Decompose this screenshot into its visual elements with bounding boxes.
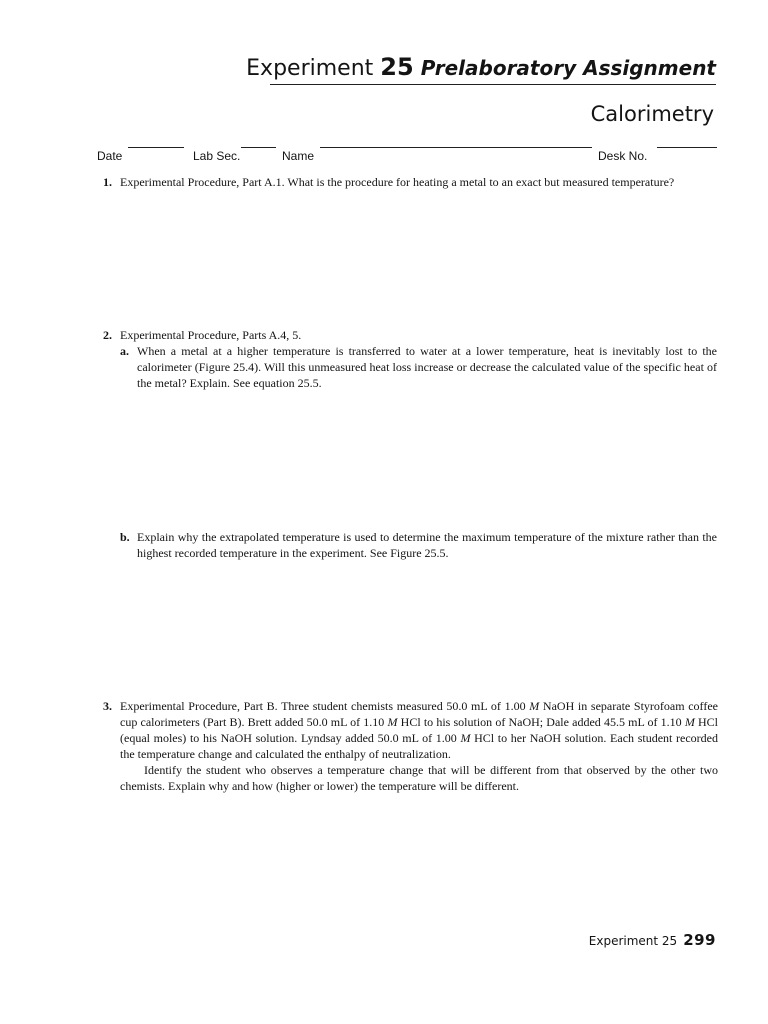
molarity-unit: M [529,699,540,713]
question-text: Experimental Procedure, Part A.1. What is the procedure for heating a metal to an exact but measured temperature? [120,175,675,189]
molarity-unit: M [460,731,471,745]
question-text-segment: HCl to his solution of NaOH; Dale added 45.5 mL of 1.10 [397,715,685,729]
desk-no-label: Desk No. [598,149,648,163]
question-text-segment: NaOH in separate Styrofoam coffee cup calorimeters (Part B). Brett added 50.0 mL of 1.10 [120,699,718,729]
experiment-word: Experiment [246,56,374,81]
question-3 [103,698,718,794]
lab-sec-label: Lab Sec. [193,149,241,163]
page-number: 299 [683,931,716,949]
question-2a [120,343,717,391]
date-blank[interactable] [128,147,184,148]
molarity-unit: M [684,715,695,729]
question-text-segment: Experimental Procedure, Part B. Three student chemists measured 50.0 mL of 1.00 [120,699,530,713]
date-label: Date [97,149,123,163]
experiment-number: 25 [380,53,414,81]
name-label: Name [282,149,315,163]
part-letter: b. [120,530,130,544]
page-subtitle: Calorimetry [590,102,714,126]
question-2 [103,327,718,343]
name-blank[interactable] [320,147,592,148]
question-text-paragraph-2: Identify the student who observes a temperature change that will be different from that observed by the other two chemists. Explain why and how (higher or lower) the temperature will be different. [120,763,718,793]
assignment-type: Prelaboratory Assignment [420,56,716,80]
part-letter: a. [120,344,129,358]
question-text [120,698,718,762]
question-text-segment: HCl (equal moles) to his NaOH solution. Lyndsay added 50.0 mL of 1.00 [120,715,718,745]
footer-label: Experiment 25 [588,934,678,948]
part-text: Explain why the extrapolated temperature is used to determine the maximum temperature of the mixture rather than the highest recorded temperature in the experiment. See Figure 25.5. [137,530,717,560]
question-text-segment: HCl to her NaOH solution. Each student recorded the temperature change and calculated the enthalpy of neutralization. [120,731,718,761]
molarity-unit: M [387,715,398,729]
header-rule [270,84,716,85]
question-number: 1. [103,175,112,189]
lab-sec-blank[interactable] [241,147,276,148]
question-number: 2. [103,328,112,342]
student-info-line [97,147,717,165]
part-text: When a metal at a higher temperature is transferred to water at a lower temperature, heat is inevitably lost to the calorimeter (Figure 25.4). Will this unmeasured heat loss increase or decrease the calculated value of the specific heat of the metal? Explain. See equation 25.5. [137,344,717,390]
question-number: 3. [103,699,112,713]
question-text: Experimental Procedure, Parts A.4, 5. [120,328,302,342]
desk-no-blank[interactable] [657,147,717,148]
experiment-heading [246,52,716,84]
question-2b [120,529,717,561]
question-1 [103,174,718,190]
page-footer [589,929,716,952]
